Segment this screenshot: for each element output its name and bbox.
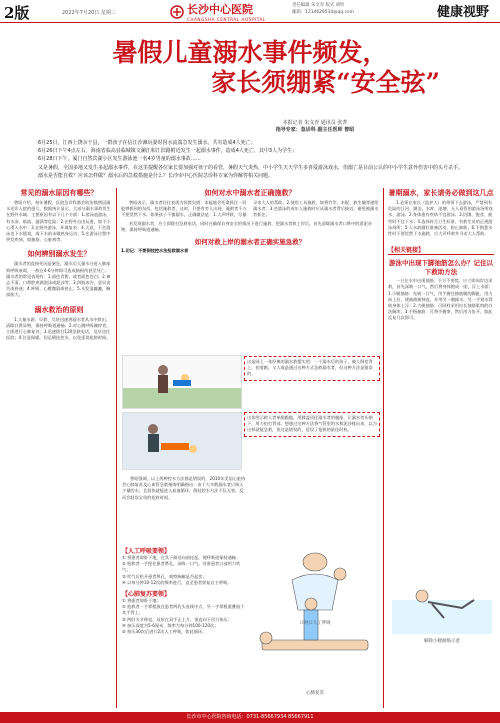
step-item: ② 抢救者一手捏住患者鼻孔，深吸一口气，对准患者口部用力吹气； [122,561,241,573]
column-divider [116,188,117,708]
expert-line: 指导专家：急诊科 副主任医师 曾昭 [275,127,355,133]
first-aid-steps [122,546,248,635]
section-body: 1.必须在家长（监护人）的带领下去游泳，严禁到有危险的江河、湖泊、水库、池塘、无人看管的游泳场所戏水、游泳；2.身体患有疾病不宜游泳；3.饥饿、饱食、疲劳时不宜下水；4.选择符合卫生标准、有救生员的正规游泳场所；5.入水前做好准备活动，防止抽筋；6.不熟悉水性时不要贸然下水施救，应大声呼救并寻求大人帮助。 [388,200,493,237]
cpr-title: 【心肺复苏要领】 [122,591,171,599]
knowledge-title: 游泳中出现下脚抽筋怎么办？记住以下救助方法 [389,259,493,277]
page-footer: 长沙市中心医院咨询电话：0731-85667934 85667911 [0,712,500,723]
left-column [6,188,112,341]
step-item: ① 将患者仰卧于地，在其下颌处向前托起，使呼吸道保持通畅； [122,555,241,560]
callout-box: 这是网上一张经典的溺水救援实图：一个溺水后的孩子，被人倒挂背上，拍着跑，又人或是通过这种方式急救溺水者，但这种方法是错误的。 [244,356,380,381]
section-body: 曾昭表示，溺水者往往表现为惊慌失措、本能地会死命抓住一切能够抓到的东西，包括施救者，这时，只要有旁人出现，施救者千万不要贸然下水。如果孩子不慎溺水，正确做法是：1.大声呼救，尽量寻求大人的帮助；2.使用工具施救，如将竹竿、木棍、救生圈等递给溺水者；3.会游泳的成年人施救时应从溺水者背后接近，避免被溺水者抓住。 [121,200,379,218]
summary-paragraph: 又是暑假，全国多地又发生多起溺水事件，在这里提醒各位家长要加强对孩子的看管，暑假天气炎热，中小学生天天学生多喜爱游泳戏水，但溺亡是目前公认的中小学生意外伤害中的头号杀手。 [38,164,464,171]
section-title: 溺水救治的原则 [34,305,84,314]
summary-paragraph: 溺水是否能自救？应该怎样做？溺水后的急救措施是什么？长沙市中心医院急诊科专家为你解答相关问题。 [38,172,274,179]
section-body: 溺水者的直接死因是窒息，溺水后大量水分进入肺部致呼吸衰竭，一般在4-6分钟即可造成脑损伤甚至死亡。溺水者的常见表现有：1.面色青紫，或者面色苍白；2.神志不清，口鼻腔充满泡沫或泥沙等；3.四肢冰冷，意识丧失或昏迷；4.呼吸、心跳微弱或停止；5.头发湿漉漉，胸部胀大。 [6,261,111,298]
step-item: ① 将患者仰卧于地； [122,598,161,604]
middle-column [121,188,379,254]
section-body: 曾昭介绍，每年暑假，医院急诊科都会收治数例因溺水送诊入院的患儿，数据统计显示，大部分溺水事故发生在野外水域。主要原因有以下几个方面：1.游泳池游泳，有水深、暗流、漩涡等危险；2.在野外自由玩耍，如不小心滑入水中；3.在野外游泳，环境复杂；4.大意，不会游泳也下水嬉戏，或下水前未做热身运动；5.在游泳过程中突发疾病，如抽筋、心脏病等。 [6,200,111,243]
section-subtitle: 如何对救上岸的溺水者正确实施急救？ [194,238,306,247]
lead-summary [38,139,466,180]
issue-date: 2022年7月20日 星期三 [62,10,116,16]
wrong-rescue-photo-1 [122,355,242,409]
adult-breathing-title: 【人工呼吸要领】 [122,548,171,555]
summary-paragraph: 6月28日下午，厦门自然宾湖小区发生游泳池一名4岁男童的溺水事故…… [38,156,201,163]
section-body: 曾昭强调，以上两种控水方法都是错误的，2010年美国心脏协会心肺复苏及心血管急救指南明确指出：由于大多数溺水者只吸入少量的水，且很快就能进入血液循环，倒挂控水方法不仅无效，反而会耽误宝贵的抢救时间。 [122,476,246,500]
section-title: 暑期溺水，家长请务必做到这几点 [388,189,494,197]
section-title: 如何对水中溺水者正确施救？ [204,189,296,197]
column-divider [383,188,384,708]
related-link-tag: 【相关链接】 [388,245,494,255]
section-title: 常见的溺水原因有哪些？ [20,189,98,197]
knee-rescue-illustration [123,413,241,469]
summary-paragraph: 6月26日下午4点左右，海南省临高县临城镇文澜江和江滨路附近发生一起溺水事件，造成4人死亡，其中3人为学生； [38,148,298,155]
figure-caption: 心肺复苏 [306,691,324,696]
section-name: 健康视野 [437,5,490,20]
step-item: ⑤ 按压30次后进行2次人工呼吸，如此循环。 [122,629,207,635]
carry-rescue-illustration [123,356,241,408]
step-item: ③ 吹气后松开患者鼻孔，观察胸廓是否起伏； [122,573,207,579]
page-header [0,0,500,23]
hospital-logo [170,1,290,21]
editor-info [292,3,432,16]
figure-caption: 口对口人工呼吸 [299,621,331,626]
headline-line1: 暑假儿童溺水事件频发， [112,38,388,67]
swimmer-cramp-icon [392,572,492,634]
hospital-emblem-icon [170,5,184,19]
headline-line2: 家长须绷紧“安全弦” [211,68,440,97]
email-line: 邮箱：1214629534@qq.com [292,9,354,15]
step-item: ② 抢救者一手掌根放在患者两乳头连线中点，另一手掌根重叠放于其手背上； [122,604,245,616]
section-title: 如何辨别溺水发生？ [27,250,91,259]
knowledge-body: 一旦在水中出现抽筋，千万不要慌，应立即向岸边求救，首先深吸一口气，然后将身体抱成一团，浮上水面；1.小腿抽筋：先吸一口气，用手握住抽筋腿的脚趾，用力向上拉，使抽筋腿伸直，并用另一腿踩水，另一手划水帮助身体上浮；2.大腿抽筋：可同样采用拉长抽筋肌肉的办法解决；3.手指抽筋：可将手握拳，然后用力张开，如此反复几次即可。 [388,278,493,321]
summary-paragraph: 6月25日，江西上饶余干县，一群孩子在信江沙滩玩耍时因水流湍急发生溺水，共有造成4人死亡； [38,140,256,146]
section-body: 若发现溺水者，应立即拨打急救电话，同时在确保自身安全的情况下进行施救，把溺水者救上岸后，首先清除溺水者口鼻中的淤泥杂物，保持呼吸道通畅。 [121,220,372,232]
editor-line: 责任编辑 朱文青 版式 胡昕 [292,3,345,8]
callout-box: 这张图示救人者单腿跪地，用膝盖顶住溺水者的腹部，让溺水者头朝下，用力拍打背部，想通过这种方法将气管里的水和泥沙排出来，以为这样就能急救，但这是错误的，延误了抢救的最佳时机。 [244,412,380,437]
step-item: ③ 两肘关节伸直，双肩在双手正上方，垂直向下用力按压； [122,616,232,622]
reporter-line: 本报记者 朱文青 通讯员 张菁 [282,120,348,126]
logo-chinese: 长沙中心医院 [187,3,253,16]
cramp-illustration [392,572,492,642]
section-body: 1.大量水源、早救、尽快迅速将溺水者从水中救出，清除口鼻异物，保持呼吸道通畅；2.对心跳呼吸骤停者，立即进行心肺复苏；3.迅速拨打120急救电话，及早送往医院；4.注意保暖，切忌倒挂控水，以免延误抢救时间。 [6,316,111,341]
figure-caption: 解除小腿抽筋示意 [424,639,460,644]
edition-number: 2版 [4,4,30,22]
cpr-illustrations [252,540,378,700]
step-item: ④ 按压深度为5-6厘米，频率为每分钟100-120次； [122,622,219,628]
right-column [388,188,494,322]
warning-label: 1.切记：不要倒挂控水法抢救溺水者 [121,248,189,254]
wrong-rescue-photo-2 [122,412,242,470]
byline [190,120,440,134]
step-item: ④ 以每分钟10-12次的频率进行，直至患者恢复自主呼吸。 [122,579,232,585]
logo-english: CHANGSHA CENTRAL HOSPITAL [187,17,266,22]
